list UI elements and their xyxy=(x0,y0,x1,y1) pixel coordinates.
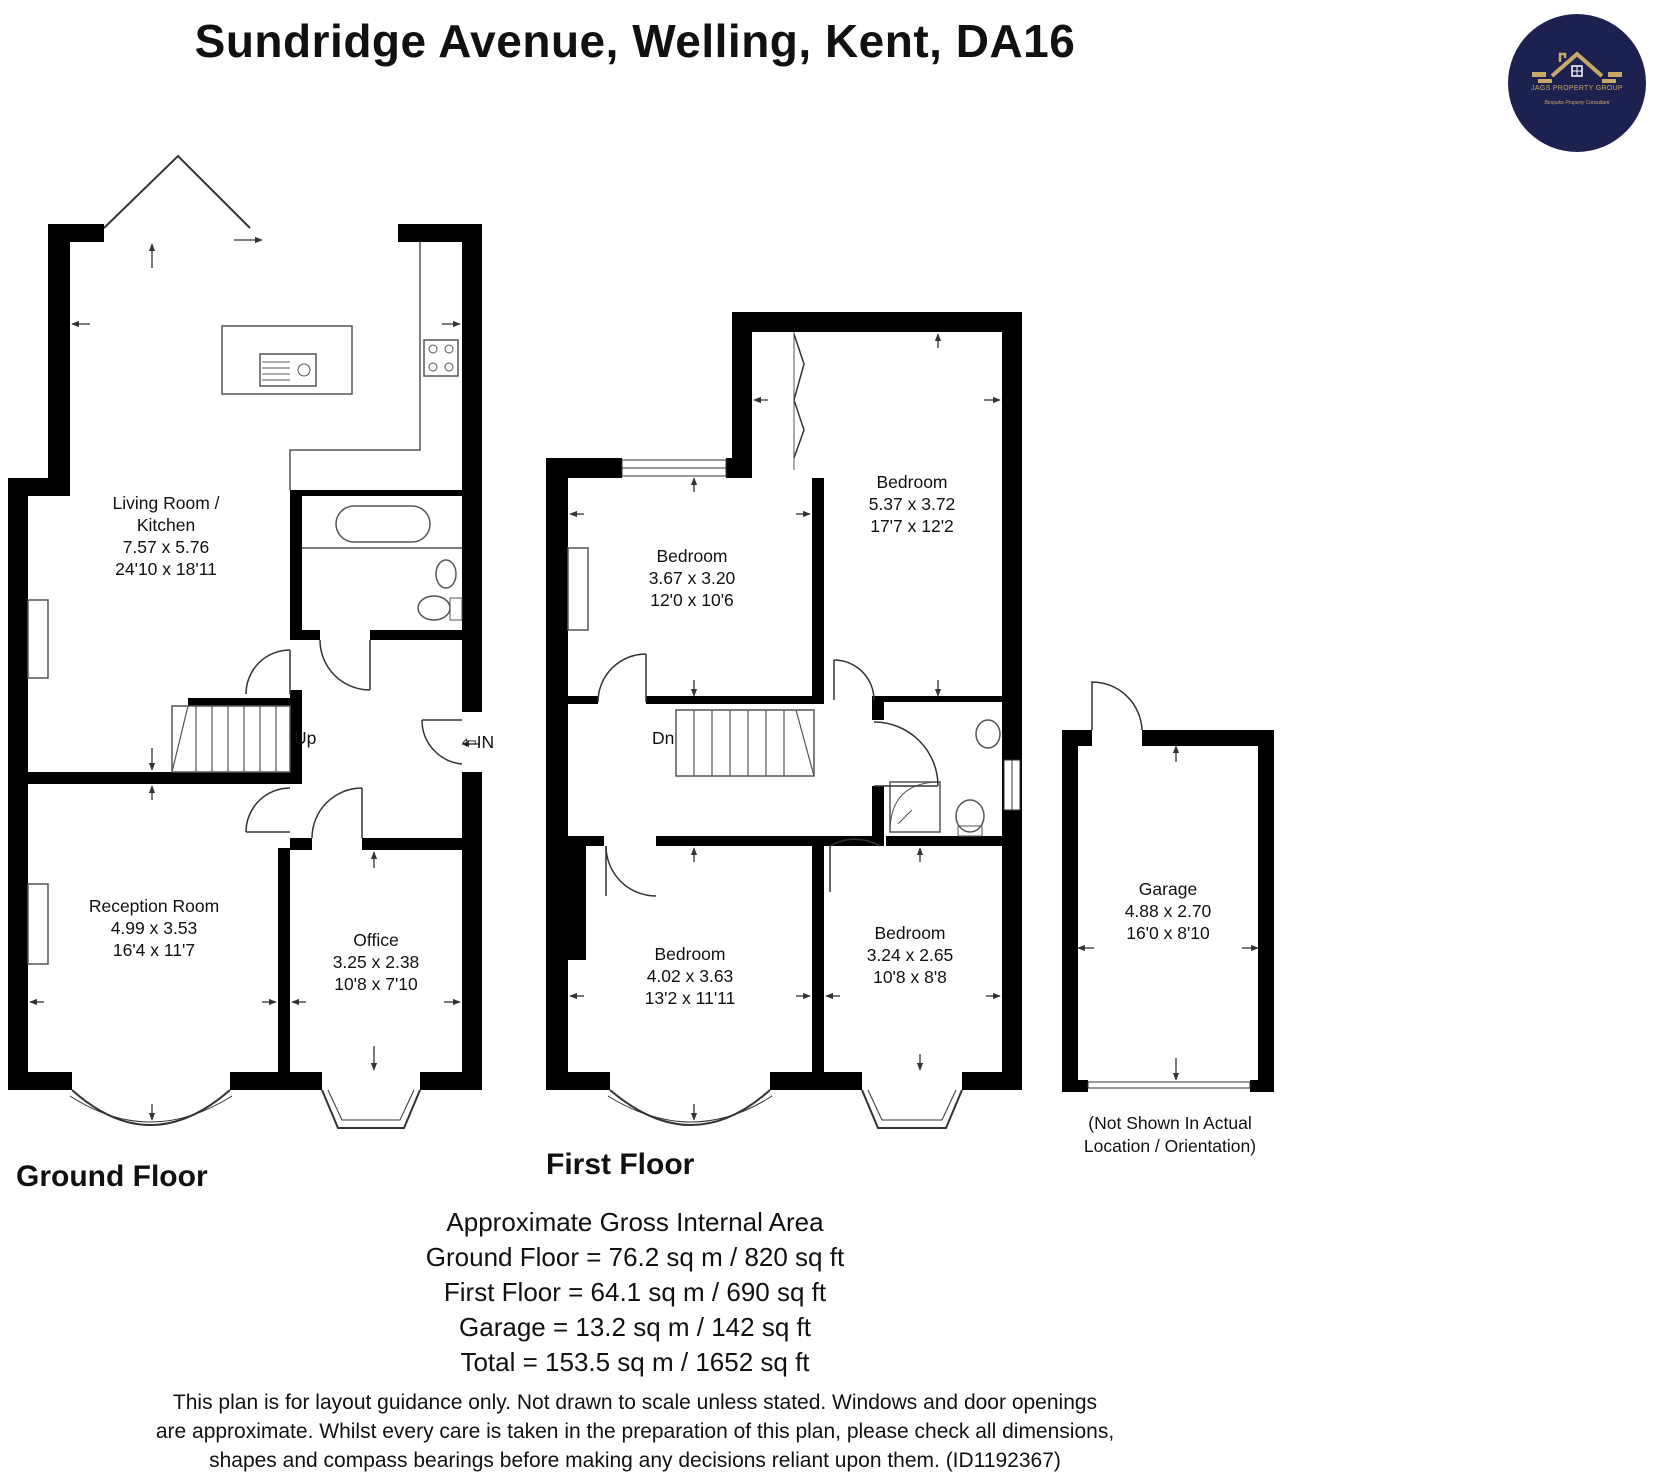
room-office xyxy=(333,929,420,995)
room-name: Bedroom xyxy=(656,546,728,566)
gross-internal-area xyxy=(0,1205,1270,1380)
note-line: Location / Orientation) xyxy=(1083,1136,1257,1156)
room-metric: 4.02 x 3.63 xyxy=(646,966,734,986)
room-bedroom-3 xyxy=(645,943,736,1009)
room-name: Bedroom xyxy=(876,472,948,492)
entrance-marker xyxy=(462,732,494,753)
logo-name: JAGS PROPERTY GROUP xyxy=(1531,85,1623,92)
room-imperial: 17'7 x 12'2 xyxy=(870,516,954,536)
room-name: Bedroom xyxy=(874,923,946,943)
room-name: Living Room / xyxy=(112,493,220,513)
room-imperial: 12'0 x 10'6 xyxy=(650,590,734,610)
area-garage: Garage = 13.2 sq m / 142 sq ft xyxy=(459,1312,811,1342)
disclaimer-line: are approximate. Whilst every care is taken in the preparation of this plan, please check all dimensions, xyxy=(155,1420,1115,1443)
room-living-kitchen xyxy=(113,492,220,580)
first-floor-label: First Floor xyxy=(546,1148,695,1181)
room-name: Garage xyxy=(1138,879,1198,899)
first-floor-plan xyxy=(546,312,1022,1128)
disclaimer xyxy=(0,1388,1270,1475)
room-bedroom-1 xyxy=(649,545,736,611)
room-imperial: 24'10 x 18'11 xyxy=(115,559,217,579)
room-metric: 4.88 x 2.70 xyxy=(1124,901,1212,921)
disclaimer-line: This plan is for layout guidance only. Not drawn to scale unless stated. Windows and door openings xyxy=(172,1391,1098,1414)
entrance-label: IN xyxy=(476,732,495,752)
room-bedroom-4 xyxy=(867,922,954,988)
logo-tagline: Bespoke Property Consultant xyxy=(1544,100,1610,106)
room-garage xyxy=(1125,878,1212,944)
room-metric: 7.57 x 5.76 xyxy=(122,537,210,557)
room-metric: 5.37 x 3.72 xyxy=(868,494,956,514)
area-heading: Approximate Gross Internal Area xyxy=(446,1207,824,1237)
room-imperial: 10'8 x 8'8 xyxy=(873,967,947,987)
area-total: Total = 153.5 sq m / 1652 sq ft xyxy=(460,1347,810,1377)
note-line: (Not Shown In Actual xyxy=(1088,1113,1252,1133)
area-ground: Ground Floor = 76.2 sq m / 820 sq ft xyxy=(425,1242,845,1272)
room-bedroom-2 xyxy=(869,471,956,537)
area-first: First Floor = 64.1 sq m / 690 sq ft xyxy=(443,1277,827,1307)
room-imperial: 16'0 x 8'10 xyxy=(1126,923,1210,943)
room-imperial: 16'4 x 11'7 xyxy=(112,940,196,960)
room-metric: 3.25 x 2.38 xyxy=(332,952,420,972)
ground-floor-label: Ground Floor xyxy=(16,1160,208,1193)
stairs-down-label: Dn xyxy=(652,728,675,748)
room-metric: 3.24 x 2.65 xyxy=(866,945,954,965)
room-metric: 4.99 x 3.53 xyxy=(110,918,198,938)
room-imperial: 13'2 x 11'11 xyxy=(644,988,736,1008)
garage-location-note xyxy=(1070,1112,1270,1158)
room-name: Bedroom xyxy=(654,944,726,964)
page-title: Sundridge Avenue, Welling, Kent, DA16 xyxy=(194,15,1076,67)
room-metric: 3.67 x 3.20 xyxy=(648,568,736,588)
room-name: Reception Room xyxy=(88,896,220,916)
left-arrow-icon: ⇦ xyxy=(462,732,477,752)
disclaimer-line: shapes and compass bearings before making any decisions reliant upon them. (ID1192367) xyxy=(209,1449,1061,1472)
room-name: Office xyxy=(353,930,399,950)
room-name-cont: Kitchen xyxy=(136,515,196,535)
room-imperial: 10'8 x 7'10 xyxy=(334,974,418,994)
room-reception xyxy=(89,895,219,961)
stairs-up-label: Up xyxy=(294,728,317,748)
